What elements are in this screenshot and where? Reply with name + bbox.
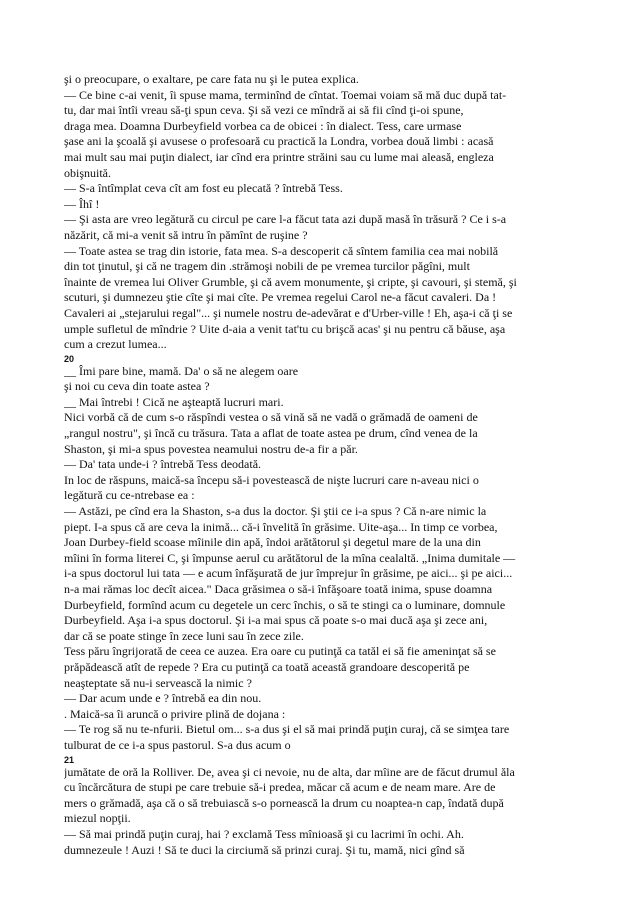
text-line: Shaston, şi mi-a spus povestea neamului nostru de-a fir a păr. [64,441,358,456]
text-line: şase ani la şcoală şi avusese o profesoară cu practică la Londra, vorbea două limbi : acasă [64,134,494,149]
text-line: piept. I-a spus că are ceva la inimă... că-i învelită în grăsime. Uite-aşa... In timp ce vorbea, [64,519,498,534]
text-line: — Toate astea se trag din istorie, fata mea. S-a descoperit că sîntem familia cea mai nobilă [64,243,499,258]
text-line: — Ce bine c-ai venit, îi spuse mama, terminînd de cîntat. Toemai voiam să mă duc după tat- [64,87,507,102]
text-block-3 [64,765,574,859]
text-line: dar că se poate stinge în zece luni sau în zece zile. [64,628,304,643]
text-line: — Astăzi, pe cînd era la Shaston, s-a dus la doctor. Şi ştii ce i-a spus ? Că n-are nimic la [64,504,487,519]
text-line: mai mult sau mai puţin dialect, iar cînd era printre străini sau cu lume mai aleasă, engleza [64,149,494,164]
text-line: cum a crezut lumea... [64,337,167,352]
text-line: — Da' tata unde-i ? întrebă Tess deodată. [64,457,262,472]
page-number-20: 20 [64,353,75,364]
text-block-1 [64,72,574,353]
text-line: Durbeyfield, formînd acum cu degetele un cerc închis, o să te stingi ca o luminare, domnule [64,597,506,612]
text-line: draga mea. Doamna Durbeyfield vorbea ca de obicei : în dialect. Tess, care urmase [64,118,462,133]
text-line: . Maică-sa îi aruncă o privire plină de dojana : [64,706,286,721]
page-number-21: 21 [64,754,75,765]
text-line: şi o preocupare, o exaltare, pe care fata nu şi le putea explica. [64,72,359,86]
text-line: — Îhî ! [64,196,100,211]
text-line: __ Îmi pare bine, mamă. Da' o să ne alegem oare [64,363,299,378]
text-line: şi noi cu ceva din toate astea ? [64,379,210,394]
text-line: __ Mai întrebi ! Cică ne aşteaptă lucruri mari. [64,394,284,409]
text-line: In loc de răspuns, maică-sa începu să-i povestească de nişte lucruri care n-aveau nici o [64,472,479,487]
text-line: — Şi asta are vreo legătură cu circul pe care l-a făcut tata azi după masă în trăsură ? Ce i s-a [64,212,507,227]
text-line: tulburat de ce i-a spus pastorul. S-a dus acum o [64,737,291,752]
text-line: — S-a întîmplat ceva cît am fost eu plecată ? întrebă Tess. [64,181,343,196]
text-line: Cavaleri ai „stejarului regal"... şi numele nostru de-adevărat e d'Urber-ville ! Eh, aşa-i că ţi se [64,305,513,320]
text-line: — Dar acum unde e ? întrebă ea din nou. [64,691,262,706]
document-page [64,72,574,858]
text-line: mers o grămadă, aşa că o să trebuiască s-o pornească la drum cu noaptea-n cap, îndată după [64,795,504,810]
text-line: jumătate de oră la Rolliver. De, avea şi ci nevoie, nu de alta, dar mîine are de făcut drumul ăla [64,764,515,779]
text-line: „rangul nostru", şi încă cu trăsura. Tata a aflat de toate astea pe drum, cînd venea de la [64,426,478,441]
text-line: legătură cu ce-ntrebase ea : [64,488,195,503]
text-line: i-a spus doctorul lui tata — e acum înfăşurată de jur împrejur în grăsime, pe aici... şi pe aici... [64,566,513,581]
text-line: dumnezeule ! Auzi ! Să te duci la circiumă să prinzi curaj. Şi tu, mamă, nici gînd să [64,842,465,857]
text-line: scuturi, şi dumnezeu ştie cîte şi mai cîte. Pe vremea regelui Carol ne-a făcut cavaleri. Da ! [64,290,497,305]
text-line: n-a mai rămas loc decît aicea." Daca grăsimea o să-i înfăşoare toată inima, spuse doamna [64,582,493,596]
text-line: cu încărcătura de stupi pe care trebuie să-i predea, măcar că acum e de neam mare. Are de [64,780,496,795]
text-line: din tot ţinutul, şi că ne tragem din .strămoşi nobili de pe vremea turcilor păgîni, mult [64,259,470,274]
text-line: — Să mai prindă puţin curaj, hai ? exclamă Tess mînioasă şi cu lacrimi în ochi. Ah. [64,826,464,841]
text-line: tu, dar mai întîi vreau să-ţi spun ceva. Şi să vezi ce mîndră ai să fii cînd ţi-oi spune, [64,103,464,118]
text-line: Joan Durbey-field scoase mîinile din apă, îndoi arătătorul şi degetul mare de la una din [64,535,481,550]
text-line: Tess păru îngrijorată de ceea ce auzea. Era oare cu putinţă ca tatăl ei să fie ameninţat să se [64,644,496,659]
text-line: miezul nopţii. [64,811,131,826]
text-line: năzărit, că mi-a venit să intru în pămînt de ruşine ? [64,227,308,242]
text-line: Nici vorbă că de cum s-o răspîndi vestea o să vină să ne vadă o grămadă de oameni de [64,410,478,425]
text-block-2 [64,364,574,754]
text-line: obişnuită. [64,165,111,180]
text-line: — Te rog să nu te-nfurii. Bietul om... s-a dus şi el să mai prindă puţin curaj, că se simţea tare [64,722,510,737]
text-line: mîini în forma literei C, şi împunse aerul cu arătătorul de la mîna cealaltă. „Inima dumitale — [64,550,516,565]
text-line: neaşteptate să nu-i servească la nimic ? [64,675,252,690]
text-line: prăpădească atît de repede ? Era cu putinţă ca toată această grandoare descoperită pe [64,659,470,674]
text-line: Durbeyfield. Aşa i-a spus doctorul. Şi i-a mai spus că poate s-o mai ducă aşa şi zece ani, [64,613,488,628]
text-line: umple sufletul de mîndrie ? Uite d-aia a venit tat'tu cu brişcă acas' şi nu pentru că băuse, aşa [64,321,506,336]
text-line: înainte de vremea lui Oliver Grumble, şi că avem monumente, şi cripte, şi cavouri, şi stemă, şi [64,274,517,289]
